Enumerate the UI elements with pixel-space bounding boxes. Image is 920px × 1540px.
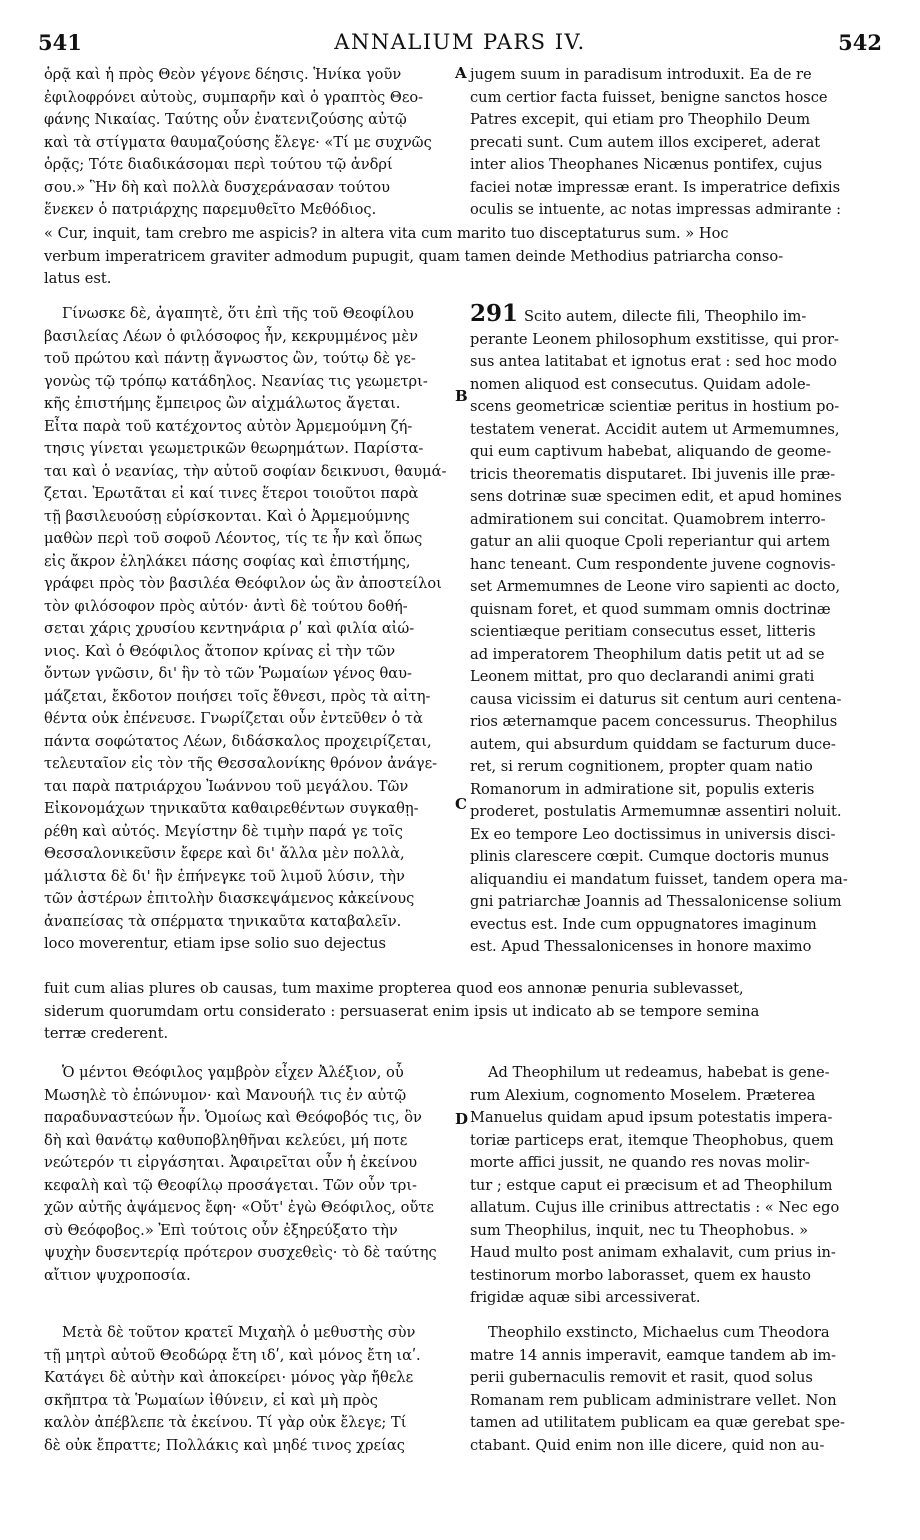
latin-line: scens geometricæ scientiæ peritus in hostium po- xyxy=(470,398,840,415)
latin-line: est. Apud Thessalonicenses in honore maximo xyxy=(470,938,812,955)
greek-line: Κατάγει δὲ αὐτὴν καὶ ἀποκείρει· μόνος γὰρ ἤθελε xyxy=(44,1369,414,1386)
latin-line: toriæ particeps erat, itemque Theophobus, quem xyxy=(470,1131,834,1149)
latin-line: siderum quorumdam ortu considerato : persuaserat enim ipsis ut indicato ab se tempore semina xyxy=(44,1002,760,1020)
greek-line: ρέθη καὶ αὐτός. Μεγίστην δὲ τιμὴν παρά γε τοῖς xyxy=(44,822,403,840)
greek-line: φάνης Νικαίας. Ταύτης οὖν ἐνατενιζούσης αὐτῷ xyxy=(44,111,407,128)
section-number: 291 xyxy=(470,300,519,327)
greek-line: καὶ τὰ στίγματα θαυμαζούσης ἔλεγε· «Τί με συχνῶς xyxy=(44,133,432,151)
greek-line: Μωσηλὲ τὸ ἐπώνυμον· καὶ Μανουήλ τις ἐν αὐτῷ xyxy=(44,1086,407,1104)
greek-line: τῇ βασιλευούσῃ εὑρίσκονται. Καὶ ὁ Ἀρμεμούμνης xyxy=(44,507,410,525)
greek-line: μάλιστα δὲ δι' ἣν ἐπήνεγκε τοῦ λιμοῦ λύσιν, τὴν xyxy=(44,867,405,885)
latin-line: admirationem sui concitat. Quamobrem interro- xyxy=(470,510,826,528)
latin-line: latus est. xyxy=(44,270,112,287)
latin-line: inter alios Theophanes Nicænus pontifex, cujus xyxy=(470,156,823,173)
greek-line: Εἰκονομάχων τηνικαῦτα καθαιρεθέντων συγκαθῃ- xyxy=(44,800,419,817)
latin-fullwidth-block2 xyxy=(44,978,884,1046)
latin-line: Theophilo exstincto, Michaelus cum Theodora xyxy=(488,1324,830,1341)
latin-column-block4 xyxy=(470,1322,880,1457)
latin-line: rios æternamque pacem concessurus. Theophilus xyxy=(470,713,838,730)
latin-line: autem, qui absurdum quiddam se facturum duce- xyxy=(470,735,836,753)
greek-line: τησις γίνεται γεωμετρικῶν θεωρημάτων. Παρίστα- xyxy=(44,440,424,457)
greek-line: πάντα σοφώτατος Λέων, διδάσκαλος προχειρίζεται, xyxy=(44,732,432,750)
greek-line: σὺ Θεόφοβος.» Ἐπὶ τούτοις οὖν ἐξηρεύξατο τὴν xyxy=(44,1221,398,1239)
running-title: ANNALIUM PARS IV. xyxy=(334,30,586,54)
latin-line: terræ crederent. xyxy=(44,1025,169,1042)
latin-line: Manuelus quidam apud ipsum potestatis impera- xyxy=(470,1109,833,1126)
latin-line: Scito autem, dilecte fili, Theophilo im- xyxy=(524,308,807,325)
greek-line: ὄντων γνῶσιν, δι' ἣν τὸ τῶν Ῥωμαίων γένος θαυ- xyxy=(44,665,412,682)
latin-line: evectus est. Inde cum oppugnatores imaginum xyxy=(470,915,817,933)
latin-line: oculis se intuente, ac notas impressas admirante : xyxy=(470,201,842,218)
greek-line: ται καὶ ὁ νεανίας, τὴν αὐτοῦ σοφίαν δεικνυσι, θαυμά- xyxy=(44,462,447,480)
latin-line: Romanorum in admiratione sit, populis exteris xyxy=(470,780,815,798)
margin-letter-a: A xyxy=(455,64,467,82)
greek-line: τῶν ἀστέρων ἐπιτολὴν διασκεψάμενος κἀκείνους xyxy=(44,890,415,907)
greek-line: ἐφιλοφρόνει αὐτοὺς, συμπαρῆν καὶ ὁ γραπτὸς Θεο- xyxy=(44,88,424,106)
latin-line: plinis clarescere cœpit. Cumque doctoris munus xyxy=(470,848,830,865)
greek-line: σου.» Ἣν δὴ καὶ πολλὰ δυσχεράνασαν τούτου xyxy=(44,178,391,196)
greek-line: κῆς ἐπιστήμης ἔμπειρος ὢν αἰχμάλωτος ἄγεται. xyxy=(44,395,401,412)
latin-line: cum certior facta fuisset, benigne sanctos hosce xyxy=(470,88,828,106)
latin-line: jugem suum in paradisum introduxit. Ea de re xyxy=(470,66,812,83)
latin-line: precati sunt. Cum autem illos exciperet, aderat xyxy=(470,133,821,151)
latin-line: scientiæque peritiam consecutus esset, litteris xyxy=(470,623,816,640)
latin-column-block3 xyxy=(470,1062,880,1310)
latin-line: fuit cum alias plures ob causas, tum maxime propterea quod eos annonæ penuria sublevasset, xyxy=(44,980,744,997)
latin-line: tamen ad utilitatem publicam ea quæ gerebat spe- xyxy=(470,1414,845,1431)
greek-line: τελευταῖον εἰς τὸν τῆς Θεσσαλονίκης θρόνον ἀνάγε- xyxy=(44,755,438,772)
greek-line: νιος. Καὶ ὁ Θεόφιλος ἄτοπον κρίνας εἰ τὴν τῶν xyxy=(44,642,396,660)
latin-line: gatur an alii quoque Cpoli reperiantur qui artem xyxy=(470,533,831,550)
latin-line: gni patriarchæ Joannis ad Thessalonicense solium xyxy=(470,893,842,910)
greek-line: Γίνωσκε δὲ, ἀγαπητὲ, ὅτι ἐπὶ τῆς τοῦ Θεοφίλου xyxy=(62,305,414,322)
latin-line: tricis theorematis disputaret. Ibi juvenis ille præ- xyxy=(470,465,836,483)
latin-line: quisnam foret, et quod summam omnis doctrinæ xyxy=(470,600,831,618)
latin-line: sum Theophilus, inquit, nec tu Theophobus. » xyxy=(470,1221,809,1239)
greek-line: τὸν φιλόσοφον πρὸς αὐτόν· ἀντὶ δὲ τούτου δοθή- xyxy=(44,597,408,615)
latin-line: Ex eo tempore Leo doctissimus in universis disci- xyxy=(470,825,836,843)
greek-line: ἀναπείσας τὰ σπέρματα τηνικαῦτα καταβαλεῖν. xyxy=(44,912,402,930)
latin-line: testinorum morbo laborasset, quem ex hausto xyxy=(470,1266,811,1284)
latin-line: Leonem mittat, pro quo declarandi animi grati xyxy=(470,668,815,685)
latin-line: perante Leonem philosophum exstitisse, qui pror- xyxy=(470,330,839,348)
greek-line: τῇ μητρὶ αὐτοῦ Θεοδώρᾳ ἔτη ιδʹ, καὶ μόνος ἔτη ιαʹ. xyxy=(44,1346,421,1364)
greek-line: μαθὼν περὶ τοῦ σοφοῦ Λέοντος, τίς τε ἦν καὶ ὅπως xyxy=(44,530,423,547)
latin-line: sus antea latitabat et ignotus erat : sed hoc modo xyxy=(470,353,837,370)
greek-line: δὴ καὶ θανάτῳ καθυποβληθῆναι κελεύει, μή ποτε xyxy=(44,1131,408,1149)
greek-line: εἰς ἄκρον ἐληλάκει πάσης σοφίας καὶ ἐπιστήμης, xyxy=(44,552,411,570)
latin-line: « Cur, inquit, tam crebro me aspicis? in altera vita cum marito tuo disceptaturus sum. » Hoc xyxy=(44,225,729,242)
margin-letter-c: C xyxy=(455,795,467,813)
page-number-left: 541 xyxy=(38,30,82,55)
latin-line: morte affici jussit, ne quando res novas molir- xyxy=(470,1154,810,1171)
latin-line: loco moverentur, etiam ipse solio suo dejectus xyxy=(44,935,387,952)
latin-line: perii gubernaculis removit et rasit, quod solus xyxy=(470,1369,813,1386)
greek-line: χῶν αὐτῆς ἀψάμενος ἔφη· «Οὔτ' ἐγὼ Θεόφιλος, οὔτε xyxy=(44,1199,434,1216)
latin-line: ctabant. Quid enim non ille dicere, quid non au- xyxy=(470,1436,825,1454)
greek-line: Ὁ μέντοι Θεόφιλος γαμβρὸν εἶχεν Ἀλέξιον, οὗ xyxy=(62,1064,404,1081)
greek-line: κεφαλὴ καὶ τῷ Θεοφίλῳ προσάγεται. Τῶν οὖν τρι- xyxy=(44,1176,417,1194)
greek-line: Θεσσαλονικεῦσιν ἔφερε καὶ δι' ἄλλα μὲν πολλὰ, xyxy=(44,845,405,862)
page-header xyxy=(38,30,882,60)
latin-line: Haud multo post animam exhalavit, cum prius in- xyxy=(470,1244,836,1261)
latin-line: matre 14 annis imperavit, eamque tandem ab im- xyxy=(470,1346,837,1364)
greek-line: γονὼς τῷ τρόπῳ κατάδηλος. Νεανίας τις γεωμετρι- xyxy=(44,372,428,390)
greek-line: τοῦ πρώτου καὶ πάντῃ ἄγνωστος ὢν, τούτῳ δὲ γε- xyxy=(44,350,416,367)
latin-line: qui eum captivum habebat, aliquando de geome- xyxy=(470,443,832,460)
greek-column-block2 xyxy=(44,303,454,956)
greek-line: μάζεται, ἔκδοτον ποιήσει τοῖς ἔθνεσι, πρὸς τὰ αἰτη- xyxy=(44,687,431,705)
greek-line: αἴτιον ψυχροποσία. xyxy=(44,1266,191,1284)
latin-line: Romanam rem publicam administrare vellet. Non xyxy=(470,1391,837,1409)
latin-line: sens dotrinæ suæ specimen edit, et apud homines xyxy=(470,488,842,505)
greek-line: Εἶτα παρὰ τοῦ κατέχοντος αὐτὸν Ἀρμεμούμνη ζή- xyxy=(44,417,413,435)
latin-line: ret, si rerum cognitionem, propter quam natio xyxy=(470,758,813,775)
latin-line: hanc teneant. Cum respondente juvene cognovis- xyxy=(470,555,836,573)
latin-column-block1 xyxy=(470,64,880,222)
greek-line: βασιλείας Λέων ὁ φιλόσοφος ἦν, κεκρυμμένος μὲν xyxy=(44,327,418,345)
latin-line: causa vicissim ei daturus sit centum auri centena- xyxy=(470,690,842,708)
greek-line: ζεται. Ἐρωτᾶται εἰ καί τινες ἕτεροι τοιοῦτοι παρὰ xyxy=(44,485,419,502)
greek-line: σεται χάρις χρυσίου κεντηνάρια ρʹ καὶ φιλία αἰώ- xyxy=(44,620,415,637)
latin-line: aliquandiu ei mandatum fuisset, tandem opera ma- xyxy=(470,870,848,888)
latin-line: nomen aliquod est consecutus. Quidam adole- xyxy=(470,375,811,393)
latin-line: rum Alexium, cognomento Moselem. Præterea xyxy=(470,1086,816,1104)
greek-line: ὁρᾷ καὶ ἡ πρὸς Θεὸν γέγονε δέησις. Ἡνίκα γοῦν xyxy=(44,66,402,83)
greek-line: ται παρὰ πατριάρχου Ἰωάννου τοῦ μεγάλου. Τῶν xyxy=(44,777,409,795)
latin-column-block2 xyxy=(470,300,880,959)
latin-line: ad imperatorem Theophilum datis petit ut ad se xyxy=(470,645,825,663)
greek-line: δὲ οὐκ ἔπραττε; Πολλάκις καὶ μηδέ τινος χρείας xyxy=(44,1436,405,1454)
greek-line: γράφει πρὸς τὸν βασιλέα Θεόφιλον ὡς ἂν ἀποστείλοι xyxy=(44,575,442,592)
greek-line: παραδυναστεύων ἦν. Ὁμοίως καὶ Θεόφοβός τις, ὃν xyxy=(44,1109,422,1126)
latin-line: set Armemumnes de Leone viro sapienti ac docto, xyxy=(470,578,841,595)
greek-line: ψυχὴν δυσεντερίᾳ πρότερον συσχεθεὶς· τὸ δὲ ταύτης xyxy=(44,1244,437,1261)
latin-line: tur ; estque caput ei præcisum et ad Theophilum xyxy=(470,1176,833,1194)
latin-line: testatem venerat. Accidit autem ut Armemumnes, xyxy=(470,420,840,438)
latin-line: Patres excepit, qui etiam pro Theophilo Deum xyxy=(470,111,811,128)
latin-line: allatum. Cujus ille crinibus attrectatis : « Nec ego xyxy=(470,1199,840,1216)
greek-line: θέντα οὐκ ἐπένευσε. Γνωρίζεται οὖν ἐντεῦθεν ὁ τὰ xyxy=(44,710,423,727)
latin-fullwidth-block1 xyxy=(44,223,884,291)
latin-line: verbum imperatricem graviter admodum pupugit, quam tamen deinde Methodius patriarcha conso- xyxy=(44,247,784,265)
latin-line: frigidæ aquæ sibi arcessiverat. xyxy=(470,1289,701,1306)
greek-line: καλὸν ἀπέβλεπε τὰ ἐκείνου. Τί γὰρ οὐκ ἔλεγε; Τί xyxy=(44,1414,407,1431)
greek-column-block4 xyxy=(44,1322,454,1457)
latin-line: Ad Theophilum ut redeamus, habebat is gene- xyxy=(488,1064,830,1081)
latin-line: proderet, postulatis Armemumnæ assentiri noluit. xyxy=(470,803,842,820)
margin-letter-b: B xyxy=(455,387,468,405)
greek-line: νεώτερόν τι εἰργάσηται. Ἀφαιρεῖται οὖν ἡ ἐκείνου xyxy=(44,1154,418,1171)
greek-column-block1 xyxy=(44,64,454,222)
greek-line: ὁρᾷς; Τότε διαδικάσομαι περὶ τούτου τῷ ἀνδρί xyxy=(44,156,393,173)
latin-line: faciei notæ impressæ erant. Is imperatrice defixis xyxy=(470,178,841,196)
greek-line: ἕνεκεν ὁ πατριάρχης παρεμυθεῖτο Μεθόδιος. xyxy=(44,201,377,218)
greek-column-block3 xyxy=(44,1062,454,1287)
margin-letter-d: D xyxy=(455,1110,469,1128)
page-number-right: 542 xyxy=(838,30,882,55)
greek-line: Μετὰ δὲ τοῦτον κρατεῖ Μιχαὴλ ὁ μεθυστὴς σὺν xyxy=(62,1324,416,1341)
greek-line: σκῆπτρα τὰ Ῥωμαίων ἰθύνειν, εἰ καὶ μὴ πρὸς xyxy=(44,1391,378,1409)
